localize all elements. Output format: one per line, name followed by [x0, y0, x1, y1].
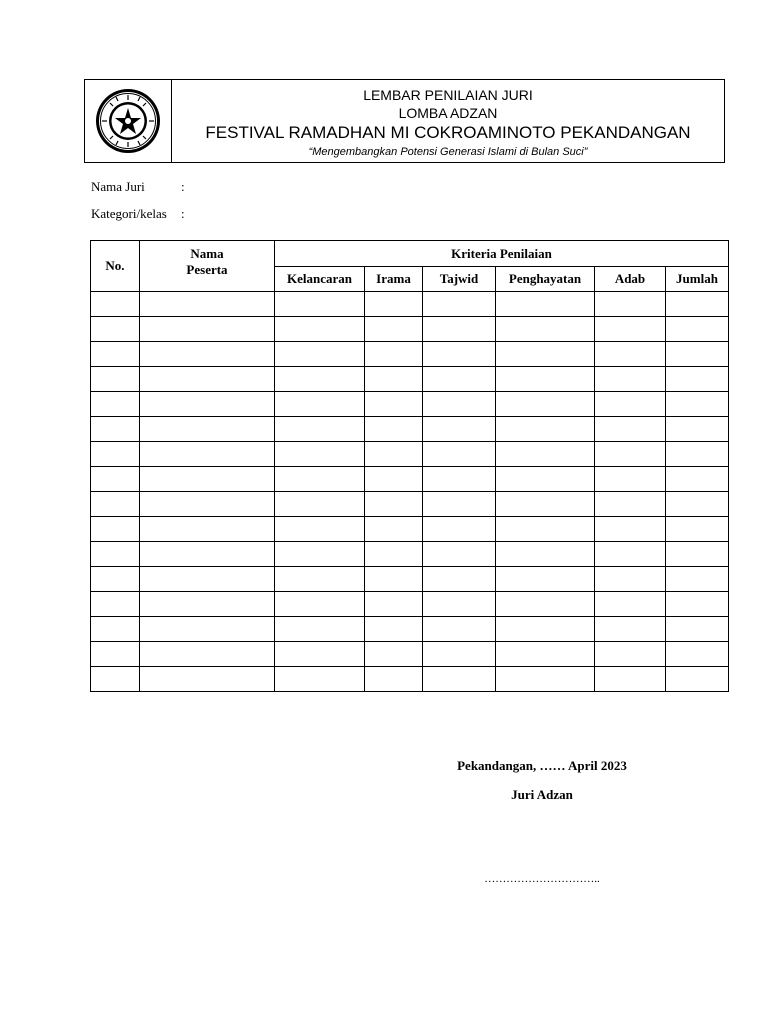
table-cell[interactable]	[595, 417, 666, 442]
table-cell[interactable]	[275, 392, 365, 417]
table-row	[91, 517, 729, 542]
table-cell[interactable]	[496, 492, 595, 517]
table-cell[interactable]	[140, 542, 275, 567]
table-cell[interactable]	[140, 467, 275, 492]
table-cell[interactable]	[423, 567, 496, 592]
table-cell[interactable]	[423, 667, 496, 692]
competition-name: LOMBA ADZAN	[398, 105, 498, 121]
table-cell[interactable]	[365, 617, 423, 642]
table-cell[interactable]	[423, 317, 496, 342]
col-name-line1: Nama	[190, 246, 224, 261]
table-cell[interactable]	[666, 492, 729, 517]
event-tagline: “Mengembangkan Potensi Generasi Islami di Bulan Suci”	[308, 146, 588, 158]
table-cell[interactable]	[91, 492, 140, 517]
table-cell[interactable]	[91, 542, 140, 567]
signature-role: Juri Adzan	[511, 787, 573, 802]
table-row	[91, 617, 729, 642]
table-cell[interactable]	[666, 567, 729, 592]
table-cell[interactable]	[365, 417, 423, 442]
table-row	[91, 642, 729, 667]
table-cell[interactable]	[365, 667, 423, 692]
table-cell[interactable]	[595, 517, 666, 542]
table-cell[interactable]	[140, 292, 275, 317]
table-cell[interactable]	[423, 642, 496, 667]
col-tajwid-header: Tajwid	[423, 267, 496, 292]
table-cell[interactable]	[496, 342, 595, 367]
table-cell[interactable]	[91, 367, 140, 392]
table-cell[interactable]	[91, 467, 140, 492]
table-cell[interactable]	[275, 542, 365, 567]
table-cell[interactable]	[365, 642, 423, 667]
table-cell[interactable]	[365, 517, 423, 542]
table-cell[interactable]	[595, 392, 666, 417]
table-cell[interactable]	[91, 317, 140, 342]
table-cell[interactable]	[595, 617, 666, 642]
table-row	[91, 542, 729, 567]
table-cell[interactable]	[496, 392, 595, 417]
table-cell[interactable]	[365, 367, 423, 392]
table-cell[interactable]	[365, 567, 423, 592]
table-cell[interactable]	[496, 442, 595, 467]
table-cell[interactable]	[423, 617, 496, 642]
table-cell[interactable]	[595, 592, 666, 617]
table-cell[interactable]	[496, 642, 595, 667]
table-cell[interactable]	[275, 467, 365, 492]
table-cell[interactable]	[275, 342, 365, 367]
signature-line: …………………………..	[484, 873, 600, 885]
category-label: Kategori/kelas	[91, 206, 167, 221]
table-row	[91, 392, 729, 417]
table-cell[interactable]	[595, 317, 666, 342]
table-cell[interactable]	[496, 617, 595, 642]
table-cell[interactable]	[423, 392, 496, 417]
table-cell[interactable]	[423, 442, 496, 467]
table-row	[91, 442, 729, 467]
table-cell[interactable]	[365, 342, 423, 367]
table-cell[interactable]	[275, 292, 365, 317]
table-cell[interactable]	[365, 492, 423, 517]
table-cell[interactable]	[595, 667, 666, 692]
table-row	[91, 342, 729, 367]
col-penghayatan-header: Penghayatan	[496, 267, 595, 292]
logo-cell	[85, 80, 172, 162]
table-cell[interactable]	[275, 417, 365, 442]
table-cell[interactable]	[140, 367, 275, 392]
table-cell[interactable]	[423, 417, 496, 442]
table-cell[interactable]	[140, 492, 275, 517]
table-cell[interactable]	[140, 642, 275, 667]
table-cell[interactable]	[365, 292, 423, 317]
table-cell[interactable]	[423, 292, 496, 317]
table-cell[interactable]	[595, 367, 666, 392]
table-cell[interactable]	[666, 442, 729, 467]
table-cell[interactable]	[275, 667, 365, 692]
table-cell[interactable]	[140, 567, 275, 592]
table-cell[interactable]	[140, 442, 275, 467]
table-row	[91, 317, 729, 342]
table-cell[interactable]	[666, 617, 729, 642]
col-kelancaran-header: Kelancaran	[275, 267, 365, 292]
table-cell[interactable]	[365, 442, 423, 467]
table-cell[interactable]	[666, 317, 729, 342]
table-row	[91, 292, 729, 317]
table-cell[interactable]	[91, 517, 140, 542]
table-row	[91, 667, 729, 692]
table-row	[91, 467, 729, 492]
table-cell[interactable]	[595, 292, 666, 317]
table-cell[interactable]	[595, 342, 666, 367]
table-cell[interactable]	[423, 517, 496, 542]
judge-name-field	[91, 179, 185, 195]
table-cell[interactable]	[365, 317, 423, 342]
table-cell[interactable]	[595, 642, 666, 667]
table-cell[interactable]	[275, 592, 365, 617]
table-cell[interactable]	[275, 642, 365, 667]
table-cell[interactable]	[140, 592, 275, 617]
col-no-header: No.	[91, 241, 140, 292]
table-cell[interactable]	[496, 542, 595, 567]
table-cell[interactable]	[666, 467, 729, 492]
table-cell[interactable]	[91, 417, 140, 442]
table-cell[interactable]	[423, 467, 496, 492]
table-cell[interactable]	[496, 417, 595, 442]
table-cell[interactable]	[666, 392, 729, 417]
table-cell[interactable]	[275, 317, 365, 342]
table-cell[interactable]	[91, 667, 140, 692]
table-cell[interactable]	[423, 367, 496, 392]
table-cell[interactable]	[496, 592, 595, 617]
table-cell[interactable]	[595, 567, 666, 592]
col-adab-header: Adab	[595, 267, 666, 292]
criteria-group-header: Kriteria Penilaian	[275, 241, 729, 267]
col-name-line2: Peserta	[186, 262, 228, 277]
table-cell[interactable]	[91, 617, 140, 642]
table-cell[interactable]	[666, 342, 729, 367]
col-jumlah-header: Jumlah	[666, 267, 729, 292]
event-name: FESTIVAL RAMADHAN MI COKROAMINOTO PEKANDANGAN	[205, 123, 691, 142]
judge-name-label: Nama Juri	[91, 179, 145, 194]
table-cell[interactable]	[140, 342, 275, 367]
table-cell[interactable]	[91, 292, 140, 317]
table-cell[interactable]	[496, 517, 595, 542]
table-cell[interactable]	[666, 292, 729, 317]
table-cell[interactable]	[365, 542, 423, 567]
table-cell[interactable]	[666, 542, 729, 567]
table-cell[interactable]	[595, 492, 666, 517]
table-cell[interactable]	[365, 592, 423, 617]
table-cell[interactable]	[365, 392, 423, 417]
table-cell[interactable]	[666, 667, 729, 692]
table-cell[interactable]	[595, 442, 666, 467]
table-cell[interactable]	[595, 542, 666, 567]
table-cell[interactable]	[666, 642, 729, 667]
table-cell[interactable]	[666, 367, 729, 392]
table-cell[interactable]	[275, 617, 365, 642]
category-sep: :	[181, 206, 185, 221]
table-cell[interactable]	[496, 317, 595, 342]
table-cell[interactable]	[91, 642, 140, 667]
table-cell[interactable]	[91, 392, 140, 417]
table-cell[interactable]	[496, 467, 595, 492]
table-cell[interactable]	[275, 567, 365, 592]
sheet-title: LEMBAR PENILAIAN JURI	[363, 87, 533, 103]
table-cell[interactable]	[140, 517, 275, 542]
judge-name-sep: :	[181, 179, 185, 194]
title-block	[172, 80, 724, 162]
table-cell[interactable]	[91, 592, 140, 617]
col-name-header	[140, 241, 275, 292]
table-cell[interactable]	[365, 467, 423, 492]
table-cell[interactable]	[275, 492, 365, 517]
table-cell[interactable]	[91, 342, 140, 367]
table-cell[interactable]	[496, 667, 595, 692]
table-cell[interactable]	[423, 592, 496, 617]
table-cell[interactable]	[91, 442, 140, 467]
table-cell[interactable]	[423, 542, 496, 567]
table-row	[91, 592, 729, 617]
table-cell[interactable]	[140, 667, 275, 692]
header-box	[84, 79, 725, 163]
category-field	[91, 206, 185, 222]
table-cell[interactable]	[140, 617, 275, 642]
table-cell[interactable]	[666, 592, 729, 617]
table-cell[interactable]	[275, 517, 365, 542]
table-cell[interactable]	[496, 367, 595, 392]
table-cell[interactable]	[91, 567, 140, 592]
table-row	[91, 417, 729, 442]
table-cell[interactable]	[275, 367, 365, 392]
col-irama-header: Irama	[365, 267, 423, 292]
signature-place-date: Pekandangan, …… April 2023	[457, 758, 627, 773]
table-cell[interactable]	[666, 517, 729, 542]
score-table-body	[91, 292, 729, 692]
table-cell[interactable]	[275, 442, 365, 467]
table-cell[interactable]	[496, 567, 595, 592]
table-row	[91, 367, 729, 392]
score-table	[90, 240, 729, 692]
table-cell[interactable]	[423, 342, 496, 367]
table-cell[interactable]	[423, 492, 496, 517]
table-row	[91, 492, 729, 517]
table-cell[interactable]	[496, 292, 595, 317]
table-cell[interactable]	[140, 417, 275, 442]
table-cell[interactable]	[140, 317, 275, 342]
table-cell[interactable]	[666, 417, 729, 442]
table-cell[interactable]	[595, 467, 666, 492]
table-row	[91, 567, 729, 592]
school-seal-icon	[94, 87, 162, 155]
table-cell[interactable]	[140, 392, 275, 417]
